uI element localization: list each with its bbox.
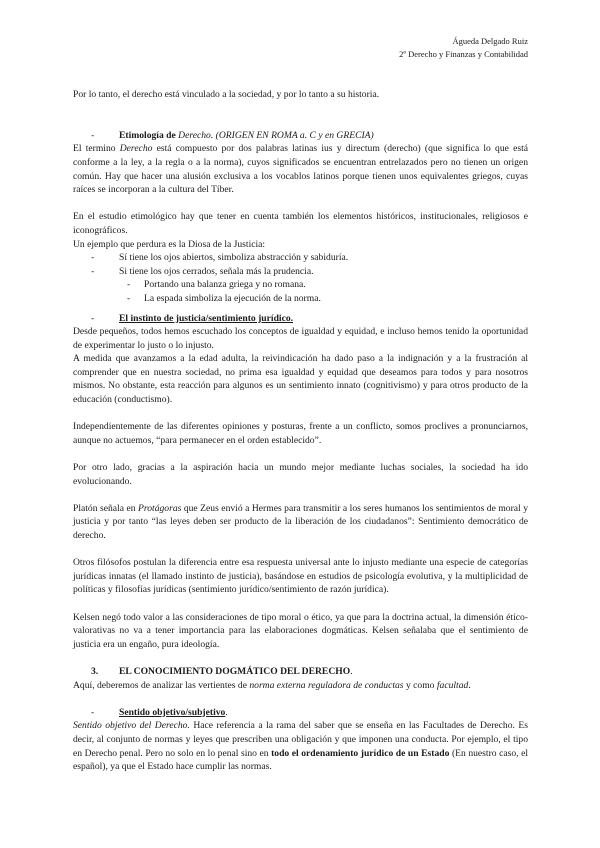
list-item: - Sí tiene los ojos abiertos, simboliza abstracción y sabiduría. [91, 252, 349, 264]
author-name: Águeda Delgado Ruiz [452, 36, 528, 46]
etymology-heading-bold: Etimología de [119, 129, 179, 141]
document-body [73, 88, 528, 774]
sub-list-item: - Portando una balanza griega y no romana. [127, 279, 306, 291]
etymology-paragraph: El termino Derecho está compuesto por dos palabras latinas ius y directum (derecho) (que significa lo que está conforme a la ley, a la regla o a la norma), cuyos significados se encuentran entrelazados pero no tienen un origen común. Hay que hacer una alusión exclusiva a los vocablos latinos porque tienen unos equivalentes griegos, cuyas raíces se incorporan a la cultura del Tíber. [73, 143, 528, 196]
kelsen-paragraph: Kelsen negó todo valor a las consideraciones de tipo moral o ético, ya que para la doctrina actual, la dimensión ético-valorativas no va a tener importancia para las elaboraciones dogmáticas. Kelsen señalaba que el sentimiento de justicia era un engaño, pura ideología. [73, 611, 528, 650]
etymology-heading-italic: Derecho. (ORIGEN EN ROMA a. C y en GRECIA) [178, 129, 374, 141]
page-header [399, 35, 528, 61]
section-3-intro: Aquí, deberemos de analizar las vertientes de norma externa reguladora de conductas y como facultad. [73, 679, 471, 691]
sub-list-item: - La espada simboliza la ejecución de la norma. [127, 292, 321, 304]
intro-paragraph: Por lo tanto, el derecho está vinculado a la sociedad, y por lo tanto a su historia. [73, 89, 380, 100]
philosophers-paragraph: Otros filósofos postulan la diferencia entre esa respuesta universal ante lo injusto mediante una especie de categorías jurídicas innatas (el llamado instinto de justicia), basándose en estudios de psicología evolutiva, y la multiplicidad de políticas y filosofías jurídicas (sentimiento jurídico/sentimiento de razón jurídica). [73, 557, 528, 596]
bullet-dash: - [91, 129, 95, 141]
instinct-paragraph-2: A medida que avanzamos a la edad adulta, la reivindicación ha dado paso a la indignación y a la frustración al comprender que en nuestra sociedad, no prima esa igualdad y equidad que deseamos para todos y para nosotros mismos. No obstante, esta reacción para algunos es un sentimiento innato (cognitivismo) y para otros producto de la educación (conductismo). [73, 353, 528, 406]
section-number: 3. [91, 665, 99, 677]
instinct-paragraph-3: Independientemente de las diferentes opiniones y posturas, frente a un conflicto, somos proclives a pronunciarnos, aunque no actuemos, “para permanecer en el orden establecido”. [73, 421, 528, 446]
etymology-heading [73, 129, 528, 143]
section-3-heading: 3. EL CONOCIMIENTO DOGMÁTICO DEL DERECHO. [91, 665, 353, 677]
instinct-paragraph-1: Desde pequeños, todos hemos escuchado los conceptos de igualdad y equidad, e incluso hemos tenido la oportunidad de experimentar lo justo o lo injusto. [73, 326, 528, 351]
justice-goddess-intro: Un ejemplo que perdura es la Diosa de la Justicia: [73, 238, 266, 250]
section-title: EL CONOCIMIENTO DOGMÁTICO DEL DERECHO [119, 665, 351, 677]
instinct-paragraph-4: Por otro lado, gracias a la aspiración hacia un mundo mejor mediante luchas sociales, la sociedad ha ido evolucionando. [73, 462, 528, 487]
instinct-heading: - El instinto de justicia/sentimiento jurídico. [91, 312, 294, 324]
plato-paragraph: Platón señala en Protágoras que Zeus envió a Hermes para transmitir a los seres humanos los sentimientos de moral y justicia y por tanto “las leyes deben ser producto de la liberación de los ciudadanos”: Sentimiento democrático de derecho. [73, 502, 528, 541]
objective-subjective-heading: - Sentido objetivo/subjetivo. [91, 706, 228, 718]
objective-sense-paragraph: Sentido objetivo del Derecho. Hace referencia a la rama del saber que se enseña en las Facultades de Derecho. Es decir, al conjunto de normas y leyes que prescriben una obligación y que imponen una conducta. Por ejemplo, el tipo en Derecho penal. Pero no solo en lo penal sino en todo el ordenamiento jurídico de un Estado (En nuestro caso, el español), ya que el Estado hace cumplir las normas. [73, 720, 528, 773]
etymology-elements-paragraph: En el estudio etimológico hay que tener en cuenta también los elementos históricos, institucionales, religiosos e iconográficos. [73, 211, 528, 236]
list-item: - Si tiene los ojos cerrados, señala más la prudencia. [91, 265, 314, 277]
course-name: 2º Derecho y Finanzas y Contabilidad [399, 49, 528, 59]
